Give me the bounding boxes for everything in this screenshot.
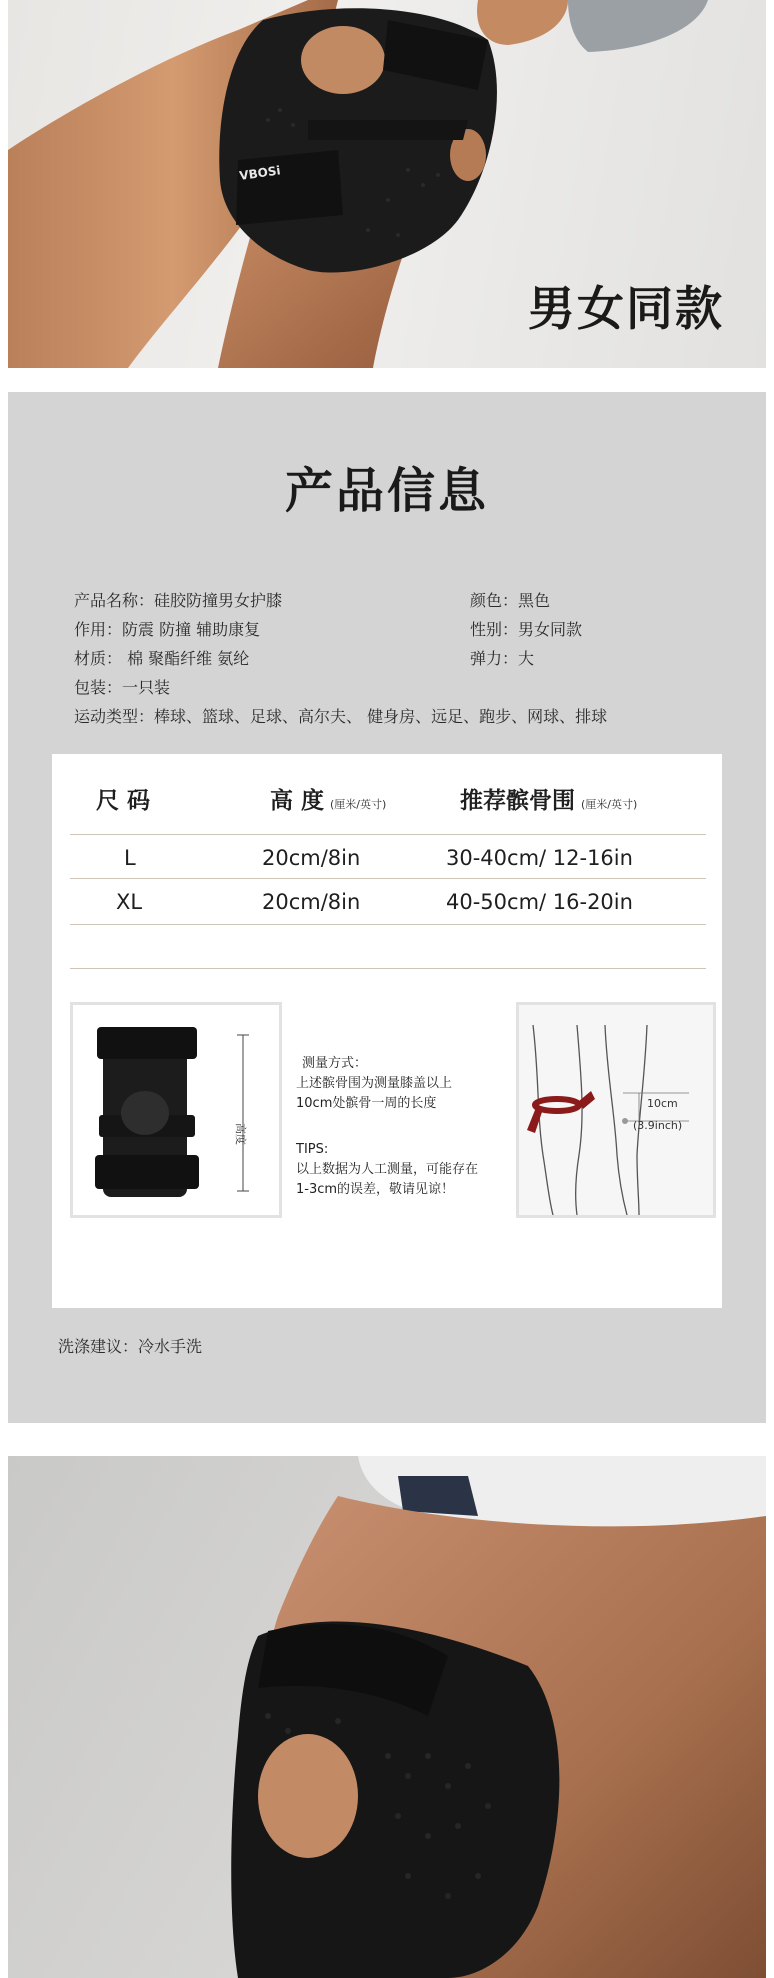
patella-measure-illustration <box>516 1002 716 1218</box>
row-l-size: L <box>124 846 136 870</box>
row-xl-size: XL <box>116 890 143 914</box>
spec-material: 材质： 棉 聚酯纤维 氨纶 <box>74 649 250 668</box>
spec-package: 包装：一只装 <box>74 678 171 697</box>
spec-sports: 运动类型：棒球、篮球、足球、高尔夫、 健身房、远足、跑步、网球、排球 <box>74 707 608 726</box>
header-height <box>270 782 386 815</box>
unisex-caption: 男女同款 <box>528 282 724 337</box>
table-divider <box>70 834 706 835</box>
brace-front-image <box>73 1005 279 1215</box>
measure-title: 测量方式： <box>302 1056 368 1071</box>
header-patella-unit: (厘米/英寸) <box>581 798 638 811</box>
row-xl-height: 20cm/8in <box>262 890 361 914</box>
spec-product-name: 产品名称：硅胶防撞男女护膝 <box>74 591 283 610</box>
row-xl-patella: 40-50cm/ 16-20in <box>446 890 633 914</box>
measure-line1: 上述髌骨围为测量膝盖以上 <box>296 1076 453 1091</box>
spec-color: 颜色：黑色 <box>470 591 551 610</box>
spec-elasticity: 弹力：大 <box>470 649 535 668</box>
section-title: 产品信息 <box>284 463 489 519</box>
bottom-product-photo <box>8 1456 766 1978</box>
spec-function: 作用：防震 防撞 辅助康复 <box>74 620 261 639</box>
dimension-cm: 10cm <box>647 1097 678 1110</box>
height-label: 高度 <box>234 1123 247 1145</box>
header-patella-label: 推荐髌骨围 <box>460 788 575 814</box>
size-chart-panel <box>52 754 722 1308</box>
table-divider <box>70 968 706 969</box>
knee-brace-closeup <box>8 1456 766 1978</box>
header-height-label: 高 度 <box>270 788 325 814</box>
product-info-section <box>8 392 766 1423</box>
tips-line2: 1-3cm的误差，敬请见谅！ <box>296 1182 455 1197</box>
spec-gender: 性别：男女同款 <box>470 620 583 639</box>
row-l-patella: 30-40cm/ 12-16in <box>446 846 633 870</box>
legs-diagram <box>519 1005 713 1215</box>
wash-instructions: 洗涤建议：冷水手洗 <box>58 1337 203 1356</box>
tips-title: TIPS: <box>296 1142 329 1157</box>
row-l-height: 20cm/8in <box>262 846 361 870</box>
header-patella <box>460 782 637 815</box>
brand-logo: VBOSi <box>238 163 282 183</box>
measure-line2: 10cm处髌骨一周的长度 <box>296 1096 437 1111</box>
table-divider <box>70 924 706 925</box>
header-size: 尺 码 <box>96 788 151 814</box>
table-divider <box>70 878 706 879</box>
brace-height-illustration <box>70 1002 282 1218</box>
dimension-inch: (3.9inch) <box>633 1119 683 1132</box>
tips-line1: 以上数据为人工测量，可能存在 <box>296 1162 479 1177</box>
top-product-photo <box>8 0 766 368</box>
header-height-unit: (厘米/英寸) <box>330 798 387 811</box>
